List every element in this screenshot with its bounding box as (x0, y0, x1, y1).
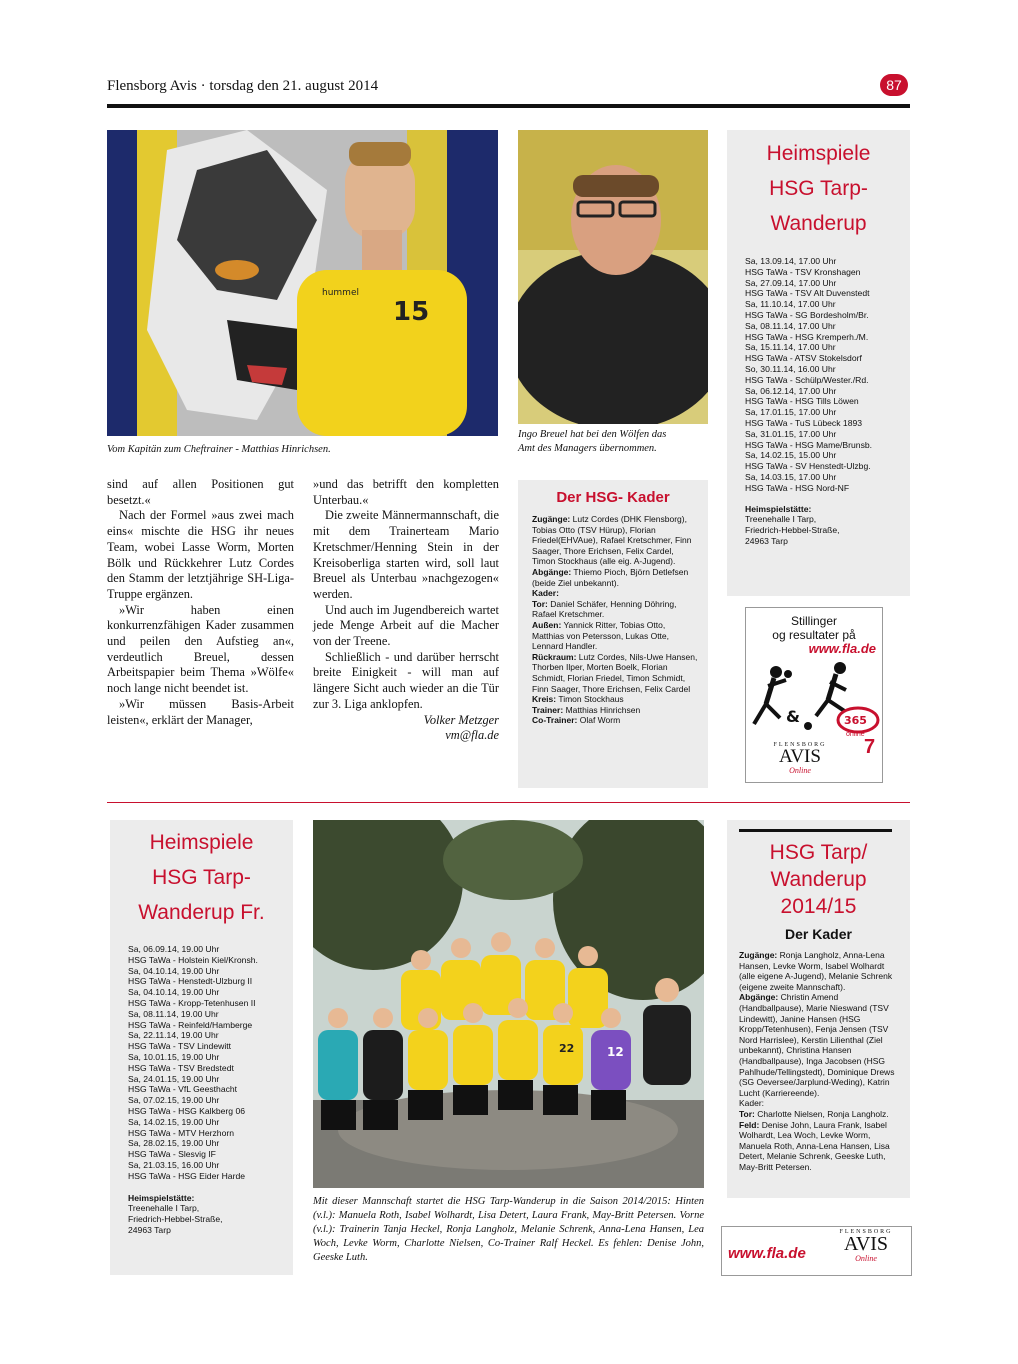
kader-label: Kreis: (532, 694, 557, 705)
kader-label: Tor: (739, 1108, 755, 1119)
kader-entry (532, 620, 698, 652)
photo-manager-image (518, 130, 708, 424)
photo-manager-caption (518, 428, 710, 456)
schedule-women-box (110, 820, 293, 1275)
kader-women-list (727, 942, 910, 1172)
kader-label: Co-Trainer: (532, 715, 578, 726)
kader-men-box (518, 480, 708, 788)
schedule-date: Sa, 08.11.14, 17.00 Uhr (745, 320, 836, 331)
kader-entry (532, 567, 698, 588)
schedule-date: Sa, 27.09.14, 17.00 Uhr (745, 277, 837, 288)
schedule-date: Sa, 06.09.14, 19.00 Uhr (128, 944, 220, 954)
logo-sub-text: Online (789, 766, 811, 775)
venue-line: Treenehalle I Tarp, (128, 1203, 200, 1214)
ad-line2: og resultater på (772, 628, 856, 642)
photo-head-coach-image (107, 130, 498, 436)
kader-text: Matthias Hinrichsen (565, 704, 641, 715)
schedule-match: HSG TaWa - TSV Alt Duvenstedt (745, 288, 870, 299)
schedule-date: Sa, 22.11.14, 19.00 Uhr (128, 1030, 219, 1041)
kader-entry (739, 1120, 900, 1173)
page-number-badge: 87 (880, 74, 908, 96)
schedule-match: HSG TaWa - HSG Mame/Brunsb. (745, 439, 873, 450)
kader-entry (739, 1098, 900, 1109)
schedule-date: Sa, 06.12.14, 17.00 Uhr (745, 385, 837, 396)
newspaper-dateline: Flensborg Avis · torsdag den 21. august 2014 (107, 78, 379, 94)
photo-women-team-caption: Mit dieser Mannschaft startet die HSG Tarp-Wanderup in die Saison 2014/2015: Hinten (v.l.): Manuela Roth, Isabel Wolhardt, Lisa Detert, Laura Frank, May-Britt Petersen. Vorne (v.l.): Trainerin Tanja Heckel, Ronja Langholz, Melanie Schrenk, Anna-Lena Hansen, Lea Woch, Levke Worm, Charlotte Nielsen, Co-Trainer Ralf Heckel. Es fehlen: Denise John, Geeske Luth. (313, 1196, 704, 1263)
schedule-men-title-line: HSG Tarp- (769, 177, 868, 200)
kader-label: Trainer: (532, 704, 564, 715)
flensborg-avis-logo (760, 742, 840, 775)
kader-label: Außen: (532, 619, 562, 630)
schedule-match: HSG TaWa - HSG Kalkberg 06 (128, 1105, 246, 1116)
schedule-match: HSG TaWa - HSG Eider Harde (128, 1170, 246, 1181)
schedule-date: Sa, 28.02.15, 19.00 Uhr (128, 1138, 220, 1149)
schedule-men-list (727, 241, 910, 494)
schedule-match: HSG TaWa - Slesvig IF (128, 1149, 216, 1160)
venue-label: Heimspielstätte: (128, 1192, 195, 1203)
photo-manager-caption-line1: Ingo Breuel hat bei den Wölfen das (518, 429, 667, 440)
kader-text: Olaf Worm (579, 715, 621, 726)
kader-entry (532, 652, 698, 694)
article-email: vm@fla.de (445, 728, 499, 743)
article-paragraph: sind auf allen Positionen gut besetzt.« (107, 477, 294, 507)
kader-label: Zugänge: (532, 514, 571, 524)
sports-pictogram-icon (746, 656, 880, 736)
kader-entry (532, 514, 698, 567)
ad-badge-seven: 7 (864, 736, 876, 758)
kader-men-list (518, 506, 708, 726)
ad-line1: Stillinger (790, 614, 838, 628)
kader-text: Timon Stockhaus (558, 694, 624, 705)
kader-women-title (727, 839, 910, 920)
kader-text: Charlotte Nielsen, Ronja Langholz. (757, 1108, 889, 1119)
article-paragraph: »Wir müssen Basis-Arbeit leisten«, erklärt der Manager, (107, 696, 294, 727)
schedule-match: HSG TaWa - ATSV Stokelsdorf (745, 353, 862, 364)
schedule-match: HSG TaWa - TuS Lübeck 1893 (745, 417, 863, 428)
kader-label: Feld: (739, 1119, 760, 1130)
kader-entry (532, 588, 698, 599)
schedule-men-box (727, 130, 910, 596)
photo-head-coach (107, 130, 498, 436)
schedule-women-list (110, 930, 293, 1182)
masthead-rule (107, 104, 910, 108)
kader-entry (739, 992, 900, 1098)
schedule-date: Sa, 14.03.15, 17.00 Uhr (745, 471, 837, 482)
schedule-date: Sa, 14.02.15, 19.00 Uhr (128, 1116, 220, 1127)
kader-label: Abgänge: (739, 992, 779, 1003)
schedule-match: HSG TaWa - HSG Tills Löwen (745, 396, 859, 407)
schedule-match: HSG TaWa - SG Bordesholm/Br. (745, 309, 869, 320)
schedule-women-title-line: Wanderup Fr. (138, 901, 265, 924)
schedule-date: Sa, 31.01.15, 17.00 Uhr (745, 428, 837, 439)
ad-badge-online: online (846, 731, 865, 738)
article-column-1 (107, 477, 294, 728)
article-paragraph: Die zweite Männermannschaft, die mit dem Trainerteam Mario Kretschmer/Henning Stein in der Kreisoberliga starten wird, soll laut Breuel als Unterbau »nachgezogen« werden. (313, 508, 499, 601)
schedule-match: HSG TaWa - HSG Nord-NF (745, 482, 850, 493)
team-jersey-number: 22 (559, 1042, 575, 1055)
kader-text: Kader: (739, 1098, 765, 1109)
schedule-match: HSG TaWa - Kropp-Tetenhusen II (128, 997, 256, 1008)
kader-text: Christin Amend (Handballpause), Marie Nieswand (TSV Lindewitt), Janine Hansen (HSG Kropp/Tetenhusen), Fenja Jensen (TSV Nord Harrislee), Kerstin Lilienthal (Ziel unbekannt), Christina Hansen (Handballpause), Inga Jacobsen (HSG Pahlhude/Tellingstedt), Dominique Drews (SG Oeversee/Jarplund-Weding), Katrin Lucht (Karriereende). (739, 992, 895, 1098)
schedule-match: HSG TaWa - Reinfeld/Hamberge (128, 1019, 253, 1030)
schedule-women-venue (110, 1182, 293, 1236)
schedule-date: Sa, 21.03.15, 16.00 Uhr (128, 1159, 220, 1170)
photo-manager-caption-line2: Amt des Managers übernommen. (518, 443, 657, 454)
kader-text: Thiemo Pioch, Björn Detlefsen (beide Ziel unbekannt). (532, 566, 689, 588)
article-paragraph: Schließlich - und darüber herrscht breite Einigkeit - will man auf längere Sicht auch wieder an die Tür zur 3. Liga anklopfen. (313, 649, 499, 711)
section-divider (107, 802, 910, 803)
schedule-date: So, 30.11.14, 16.00 Uhr (745, 363, 836, 374)
schedule-match: HSG TaWa - TSV Bredstedt (128, 1062, 234, 1073)
schedule-match: HSG TaWa - VfL Geesthacht (128, 1084, 238, 1095)
schedule-match: HSG TaWa - Holstein Kiel/Kronsh. (128, 954, 258, 965)
article-paragraph: Nach der Formel »aus zwei mach eins« mischte die HSG ihr neues Team, wobei Lasse Worm, Morten Bölk und Rückkehrer Lutz Cordes den Stamm der letztjährige SH-Liga-Truppe ergänzen. (107, 508, 294, 601)
schedule-women-title-line: HSG Tarp- (152, 866, 251, 889)
venue-line: 24963 Tarp (128, 1224, 171, 1235)
schedule-match: HSG TaWa - TSV Kronshagen (745, 266, 861, 277)
kader-label: Rückraum: (532, 651, 577, 662)
photo-women-team-image (313, 820, 704, 1188)
kader-women-title-line: 2014/15 (780, 895, 857, 918)
kader-text: Denise John, Laura Frank, Isabel Wolhardt, Lea Woch, Levke Worm, Manuela Roth, Anna-Lena Hansen, Lisa Detert, Melanie Schrenk, Geeske Luth, May-Britt Petersen. (739, 1119, 890, 1172)
kader-entry (532, 705, 698, 716)
advertisement-results[interactable] (745, 607, 883, 783)
kader-women-rule (739, 829, 892, 832)
logo-top-text: FLENSBORG (773, 742, 827, 748)
schedule-date: Sa, 08.11.14, 19.00 Uhr (128, 1008, 219, 1019)
venue-line: Friedrich-Hebbel-Straße, (745, 525, 840, 536)
kader-label: Zugänge: (739, 950, 778, 960)
schedule-date: Sa, 15.11.14, 17.00 Uhr (745, 342, 836, 353)
article-column-2 (313, 477, 499, 744)
advertisement-fla[interactable] (721, 1226, 912, 1276)
kader-text: Ronja Langholz, Anna-Lena Hansen, Levke Worm, Isabel Wolhardt (alle eigene A-Jugend), Melanie Schrenk (eigene zweite Mannschaft). (739, 950, 893, 992)
ad-url[interactable]: www.fla.de (808, 641, 876, 656)
ad-ampersand: & (786, 707, 800, 726)
article-author: Volker Metzger (423, 712, 499, 727)
kader-label: Abgänge: (532, 566, 572, 577)
kader-women-title-line: Wanderup (770, 868, 867, 891)
photo-manager (518, 130, 708, 424)
schedule-women-title (110, 825, 293, 930)
flensborg-avis-logo (824, 1229, 908, 1263)
kader-women-title-line: HSG Tarp/ (769, 841, 868, 864)
logo-sub-text: Online (855, 1254, 877, 1263)
schedule-match: HSG TaWa - Henstedt-Ulzburg II (128, 976, 253, 987)
schedule-women-title-line: Heimspiele (149, 831, 254, 854)
schedule-date: Sa, 14.02.15, 15.00 Uhr (745, 450, 837, 461)
schedule-men-title (727, 136, 910, 241)
kader-text: Daniel Schäfer, Henning Döhring, Rafael Kretschmer. (532, 598, 677, 620)
kader-entry (739, 1109, 900, 1120)
schedule-date: Sa, 10.01.15, 19.00 Uhr (128, 1051, 220, 1062)
jersey-number: 15 (393, 297, 430, 327)
schedule-date: Sa, 13.09.14, 17.00 Uhr (745, 256, 837, 266)
venue-line: 24963 Tarp (745, 535, 788, 546)
kader-men-title: Der HSG- Kader (556, 489, 670, 506)
masthead (107, 74, 910, 106)
kader-text: Yannick Ritter, Tobias Otto, Matthias von Petersson, Lukas Otte, Lennard Handler. (532, 619, 670, 652)
schedule-date: Sa, 07.02.15, 19.00 Uhr (128, 1095, 220, 1106)
logo-top-text: FLENSBORG (839, 1229, 893, 1235)
photo-head-coach-caption: Vom Kapitän zum Cheftrainer - Matthias Hinrichsen. (107, 444, 331, 455)
kader-text: Lutz Cordes (DHK Flensborg), Tobias Otto (TSV Hürup), Florian Friedel(EHVAue), Rafael Kretschmer, Finn Saager, Thore Erichsen, Felix Cardel, Timon Stockhaus (alle eig. A-Jugend). (532, 514, 692, 567)
jersey-brand: hummel (322, 288, 359, 298)
schedule-match: HSG TaWa - HSG Kremperh./M. (745, 331, 869, 342)
kader-text: Lutz Cordes, Nils-Uwe Hansen, Thorben Ilper, Morten Boelk, Florian Schmidt, Florian Friedel, Timon Schmidt, Finn Saager, Thore Erichsen, Felix Cardel (532, 651, 698, 694)
schedule-date: Sa, 04.10.14, 19.00 Uhr (128, 987, 220, 998)
article-paragraph: Und auch im Jugendbereich wartet jede Menge Arbeit auf die Macher von der Treene. (313, 602, 499, 649)
article-paragraph: »Wir haben einen konkurrenzfähigen Kader zusammen und peilen den Aufstieg an«, verdeutlich Breuel, dessen Arbeitspapier beim Thema »Wölfe« noch lange nicht beendet ist. (107, 602, 294, 696)
logo-main-text: AVIS (779, 746, 821, 767)
kader-label: Tor: (532, 598, 548, 609)
schedule-date: Sa, 24.01.15, 19.00 Uhr (128, 1073, 220, 1084)
kader-women-box (727, 820, 910, 1198)
kader-entry (532, 694, 698, 705)
kader-entry (532, 715, 698, 726)
kader-entry (532, 599, 698, 620)
schedule-men-title-line: Wanderup (770, 212, 867, 235)
schedule-match: HSG TaWa - MTV Herzhorn (128, 1127, 235, 1138)
kader-label: Kader: (532, 588, 559, 599)
kader-women-subtitle: Der Kader (785, 926, 852, 942)
article-paragraph: »und das betrifft den kompletten Unterbau.« (313, 477, 499, 507)
schedule-match: HSG TaWa - SV Henstedt-Ulzbg. (745, 461, 871, 472)
ad-url[interactable]: www.fla.de (728, 1245, 806, 1262)
schedule-date: Sa, 11.10.14, 17.00 Uhr (745, 299, 836, 310)
schedule-men-title-line: Heimspiele (766, 142, 871, 165)
schedule-men-venue (727, 494, 910, 547)
team-jersey-number: 12 (607, 1045, 624, 1059)
venue-line: Friedrich-Hebbel-Straße, (128, 1214, 223, 1225)
schedule-match: HSG TaWa - TSV Lindewitt (128, 1041, 232, 1052)
venue-line: Treenehalle I Tarp, (745, 514, 817, 525)
schedule-match: HSG TaWa - Schülp/Wester./Rd. (745, 374, 869, 385)
venue-label: Heimspielstätte: (745, 503, 812, 514)
schedule-date: Sa, 04.10.14, 19.00 Uhr (128, 965, 220, 976)
photo-women-team (313, 820, 704, 1188)
logo-main-text: AVIS (843, 1233, 889, 1255)
schedule-date: Sa, 17.01.15, 17.00 Uhr (745, 407, 837, 418)
ad-badge-365: 365 (844, 714, 867, 727)
kader-entry (739, 950, 900, 992)
